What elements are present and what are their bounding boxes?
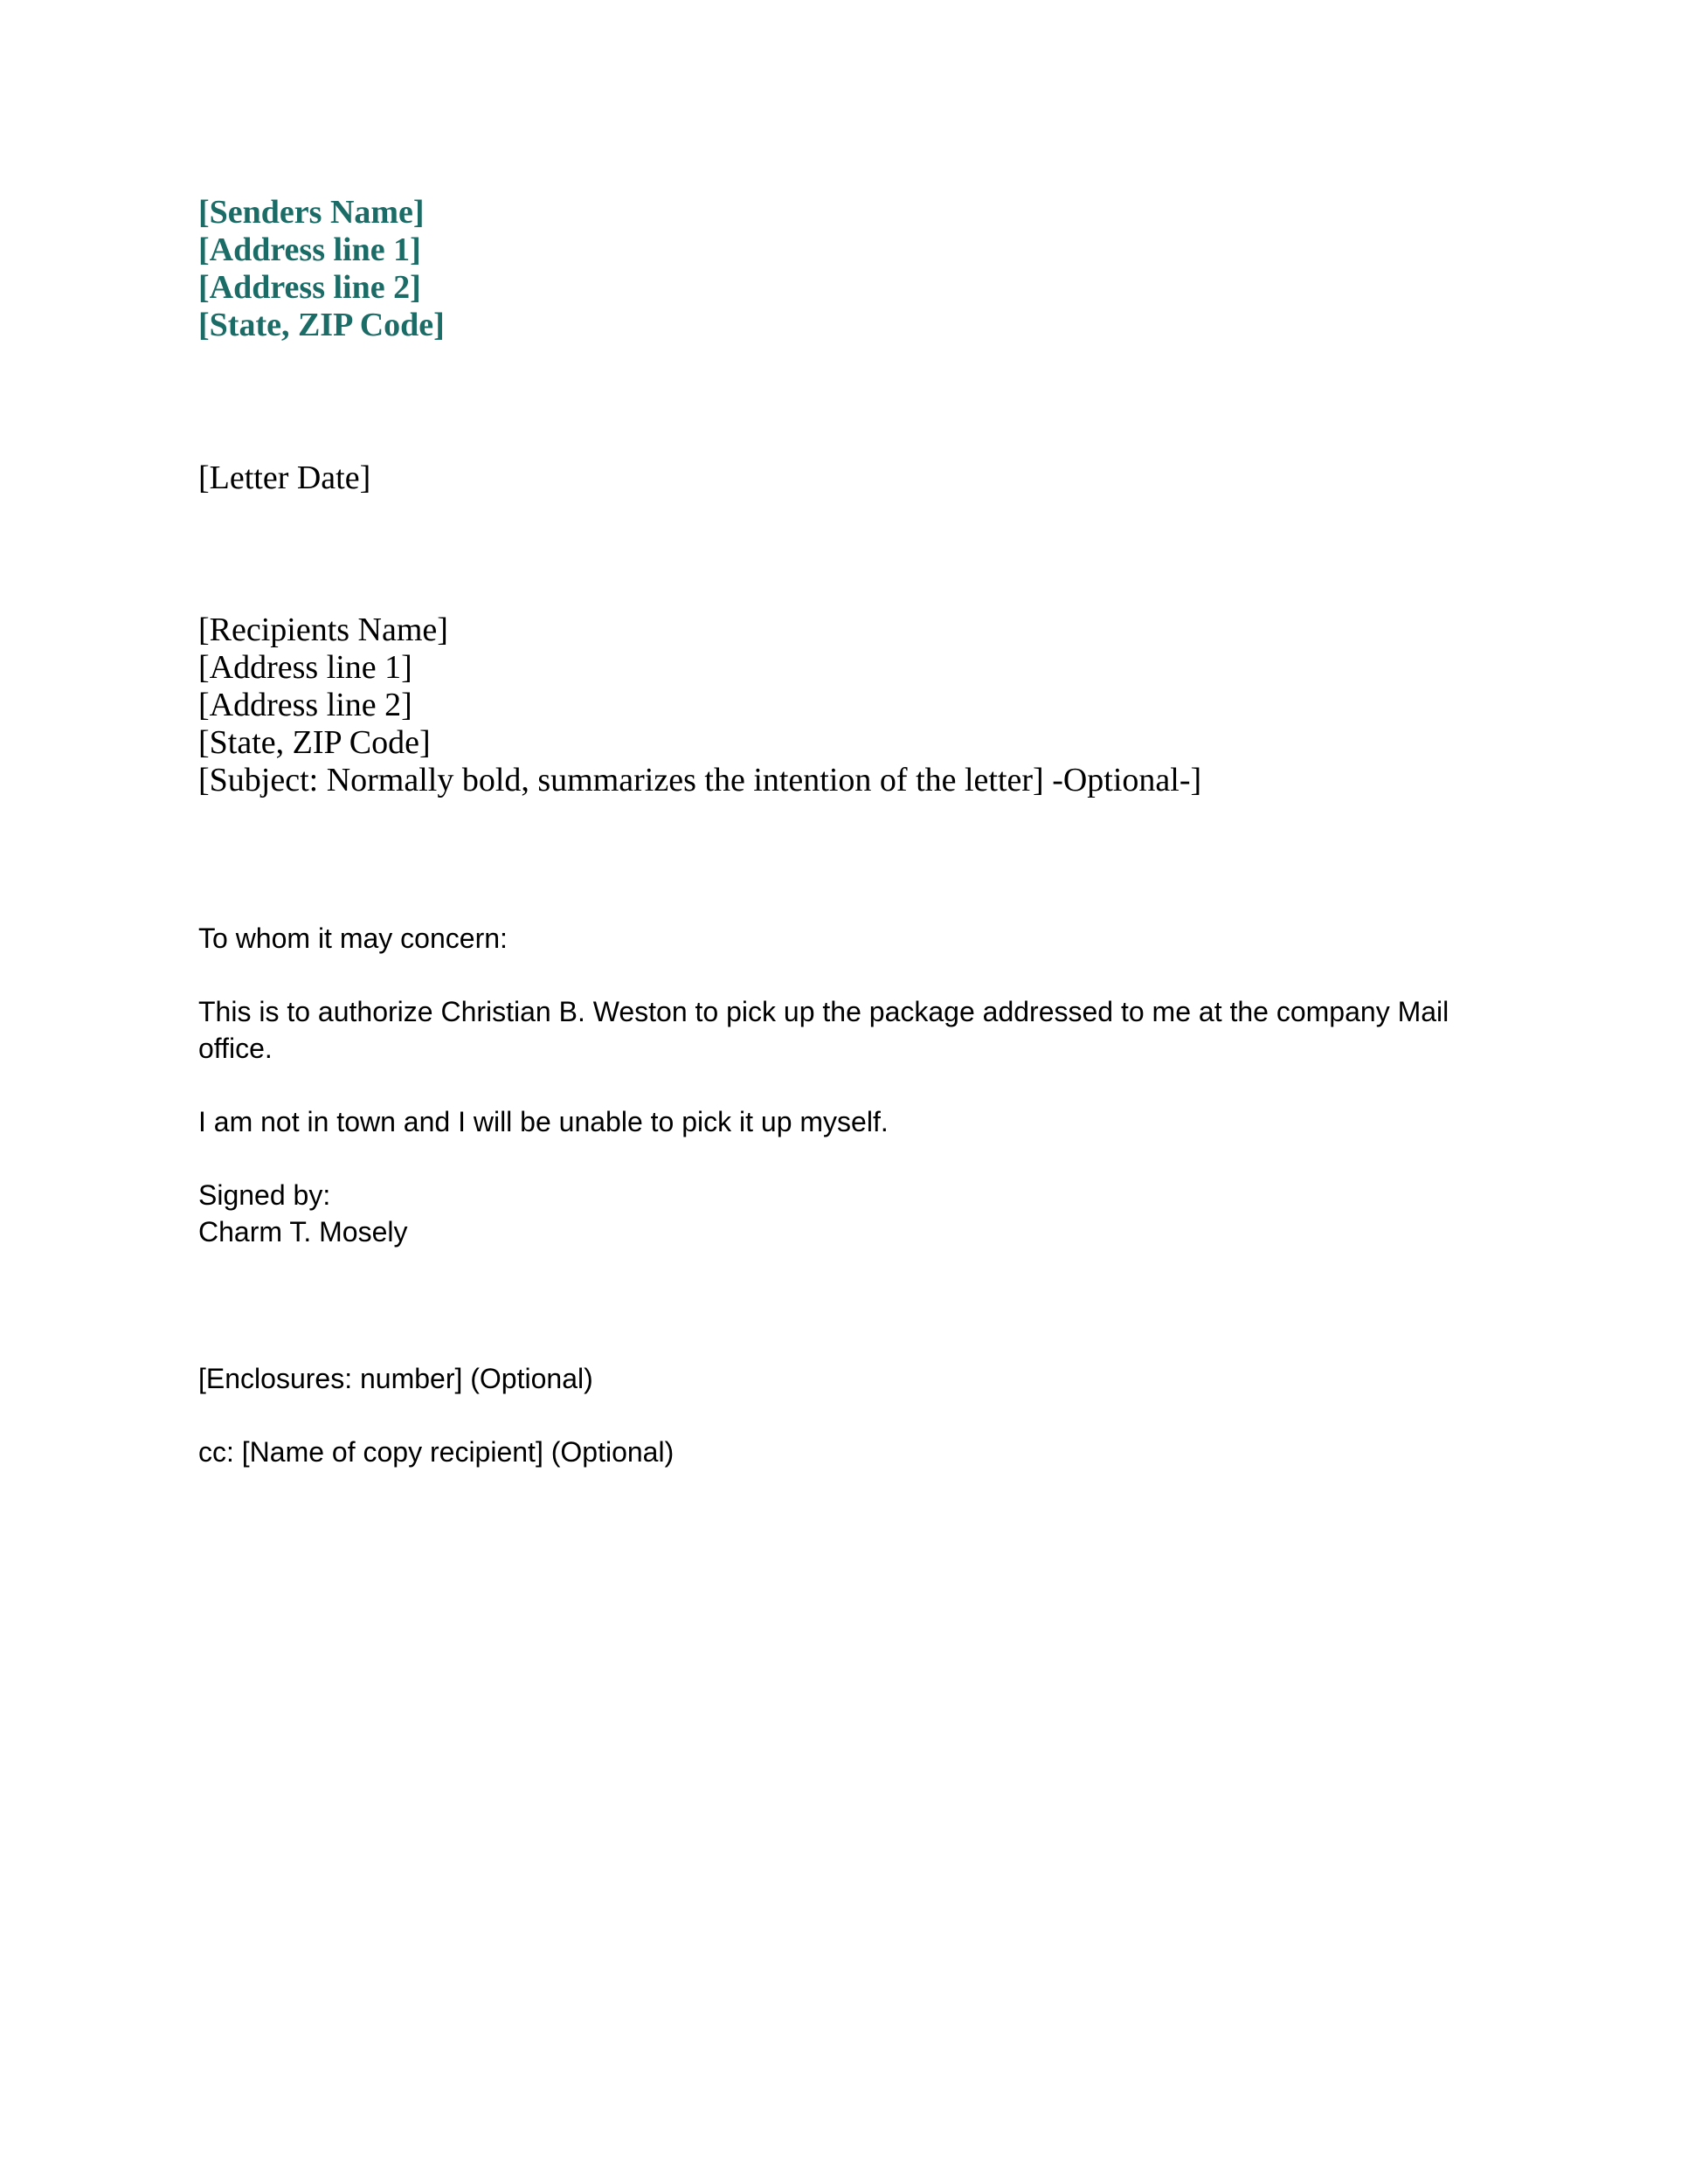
enclosures-line: [Enclosures: number] (Optional) (198, 1363, 593, 1394)
recipient-address-block (198, 612, 1201, 799)
recipient-state-zip: [State, ZIP Code] (198, 724, 431, 761)
sender-address-line-2: [Address line 2] (198, 269, 421, 306)
sender-address-block (198, 194, 445, 344)
body-paragraph-authorization: This is to authorize Christian B. Weston to pick up the package addressed to me at the company Mail office. (198, 996, 1449, 1064)
recipient-address-line-2: [Address line 2] (198, 687, 412, 723)
recipient-address-line-1: [Address line 1] (198, 649, 412, 686)
recipient-name: [Recipients Name] (198, 612, 448, 648)
salutation: To whom it may concern: (198, 923, 508, 954)
signature-block (198, 1177, 407, 1250)
signed-by-label: Signed by: (198, 1179, 331, 1211)
sender-state-zip: [State, ZIP Code] (198, 307, 445, 343)
letter-date: [Letter Date] (198, 460, 371, 496)
body-paragraph-reason: I am not in town and I will be unable to pick it up myself. (198, 1106, 889, 1137)
letter-subject: [Subject: Normally bold, summarizes the intention of the letter] -Optional-] (198, 762, 1202, 798)
sender-address-line-1: [Address line 1] (198, 232, 421, 268)
cc-line: cc: [Name of copy recipient] (Optional) (198, 1436, 675, 1468)
sender-name: [Senders Name] (198, 194, 425, 231)
signer-name: Charm T. Mosely (198, 1216, 408, 1248)
